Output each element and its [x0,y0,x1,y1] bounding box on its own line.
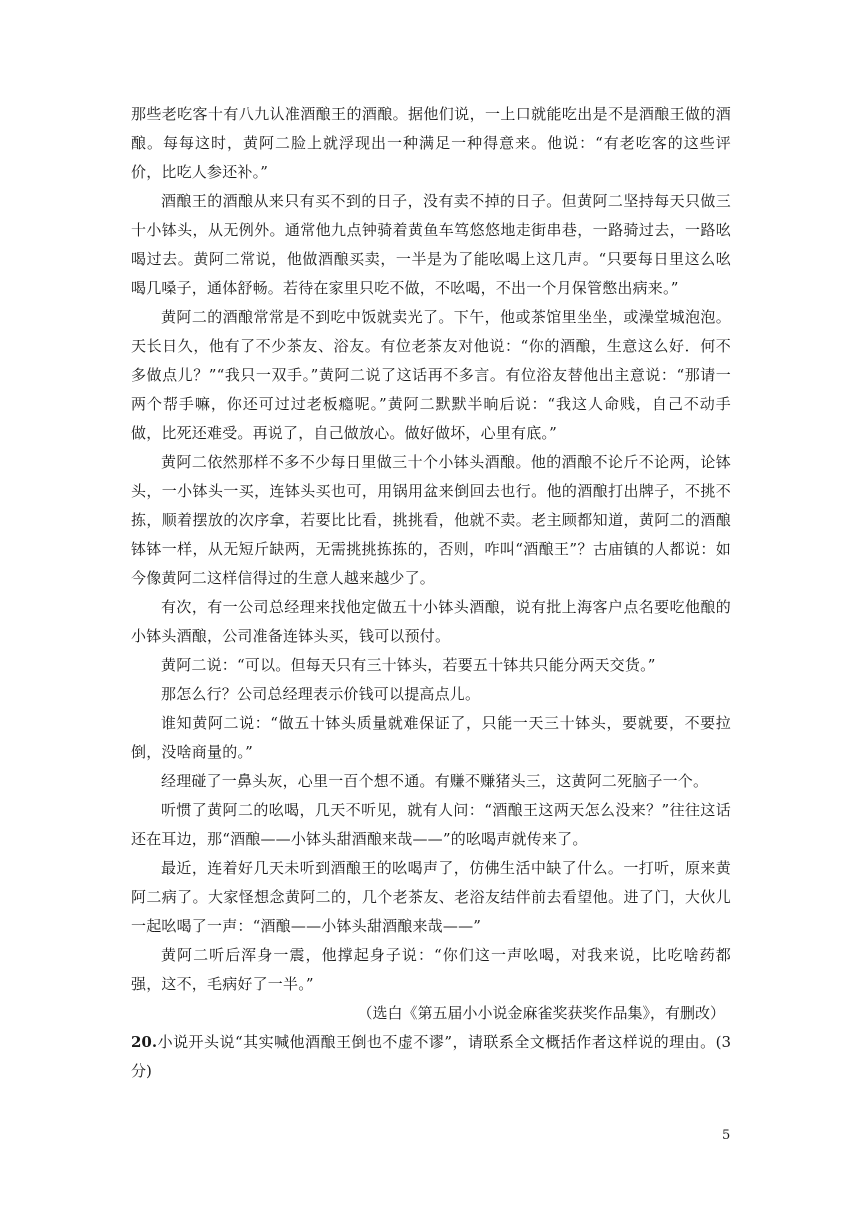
paragraph-12: 黄阿二听后浑身一震，他撑起身子说：“你们这一声吆喝，对我来说，比吃啥药都强，这不，毛病好了一半。” [131,946,731,993]
paragraph-2: 酒酿王的酒酿从来只有买不到的日子，没有卖不掉的日子。但黄阿二坚持每天只做三十小钵头，从无例外。通常他九点钟骑着黄鱼车笃悠悠地走街串巷，一路骑过去，一路吆喝过去。黄阿二常说，他做酒酿买卖，一半是为了能吆喝上这几声。“只要每日里这么吆喝几嗓子，通体舒畅。若待在家里只吃不做，不吆喝，不出一个月保管憋出病来。” [131,192,731,297]
story-text [131,100,731,1086]
paragraph-5: 有次，有一公司总经理来找他定做五十小钵头酒酿，说有批上海客户点名要吃他酿的小钵头酒酿，公司准备连钵头买，钱可以预付。 [131,598,731,645]
question-20 [131,1028,731,1086]
paragraph-1: 那些老吃客十有八九认准酒酿王的酒酿。据他们说，一上口就能吃出是不是酒酿王做的酒酿。每每这时，黄阿二脸上就浮现出一种满足一种得意来。他说：“有老吃客的这些评价，比吃人参还补。” [131,105,731,181]
paragraph-9: 经理碰了一鼻头灰，心里一百个想不通。有赚不赚猪头三，这黄阿二死脑子一个。 [161,772,709,790]
question-number: 20. [131,1033,158,1051]
paragraph-3: 黄阿二的酒酿常常是不到吃中饭就卖光了。下午，他或茶馆里坐坐，或澡堂城泡泡。天长日久，他有了不少茶友、浴友。有位老茶友对他说：“你的酒酿，生意这么好．何不多做点儿？”“我只一双手。”黄阿二说了这话再不多言。有位浴友替他出主意说：“那请一两个帮手嘛，你还可过过老板瘾呢。”黄阿二默默半晌后说：“我这人命贱，自己不动手做，比死还难受。再说了，自己做放心。做好做坏，心里有底。” [131,308,731,442]
paragraph-10: 听惯了黄阿二的吆喝，几天不听见，就有人问：“酒酿王这两天怎么没来？”往往这话还在耳边，那“酒酿——小钵头甜酒酿来哉——”的吆喝声就传来了。 [131,801,731,848]
paragraph-6: 黄阿二说：“可以。但每天只有三十钵头，若要五十钵共只能分两天交货。” [161,656,656,674]
paragraph-4: 黄阿二依然那样不多不少每日里做三十个小钵头酒酿。他的酒酿不论斤不论两，论钵头，一小钵头一买，连钵头买也可，用锅用盆来倒回去也行。他的酒酿打出牌子，不挑不拣，顺着摆放的次序拿，若要比比看，挑挑看，他就不卖。老主顾都知道，黄阿二的酒酿钵钵一样，从无短斤缺两，无需挑挑拣拣的，否则，咋叫“酒酿王”？古庙镇的人都说：如今像黄阿二这样信得过的生意人越来越少了。 [131,453,731,587]
page-number: 5 [722,1128,731,1143]
question-text: 小说开头说“其实喊他酒酿王倒也不虚不谬”，请联系全文概括作者这样说的理由。(3分) [131,1033,731,1080]
paragraph-7: 那怎么行？公司总经理表示价钱可以提高点儿。 [161,685,481,703]
paragraph-8: 谁知黄阿二说：“做五十钵头质量就难保证了，只能一天三十钵头，要就要，不要拉倒，没啥商量的。” [131,714,731,761]
source-citation: （选白《第五届小小说金麻雀奖获奖作品集》，有删改） [357,1004,725,1022]
paragraph-11: 最近，连着好几天未听到酒酿王的吆喝声了，仿佛生活中缺了什么。一打听，原来黄阿二病了。大家怪想念黄阿二的，几个老茶友、老浴友结伴前去看望他。进了门，大伙儿一起吆喝了一声：“酒酿——小钵头甜酒酿来哉——” [131,859,731,935]
